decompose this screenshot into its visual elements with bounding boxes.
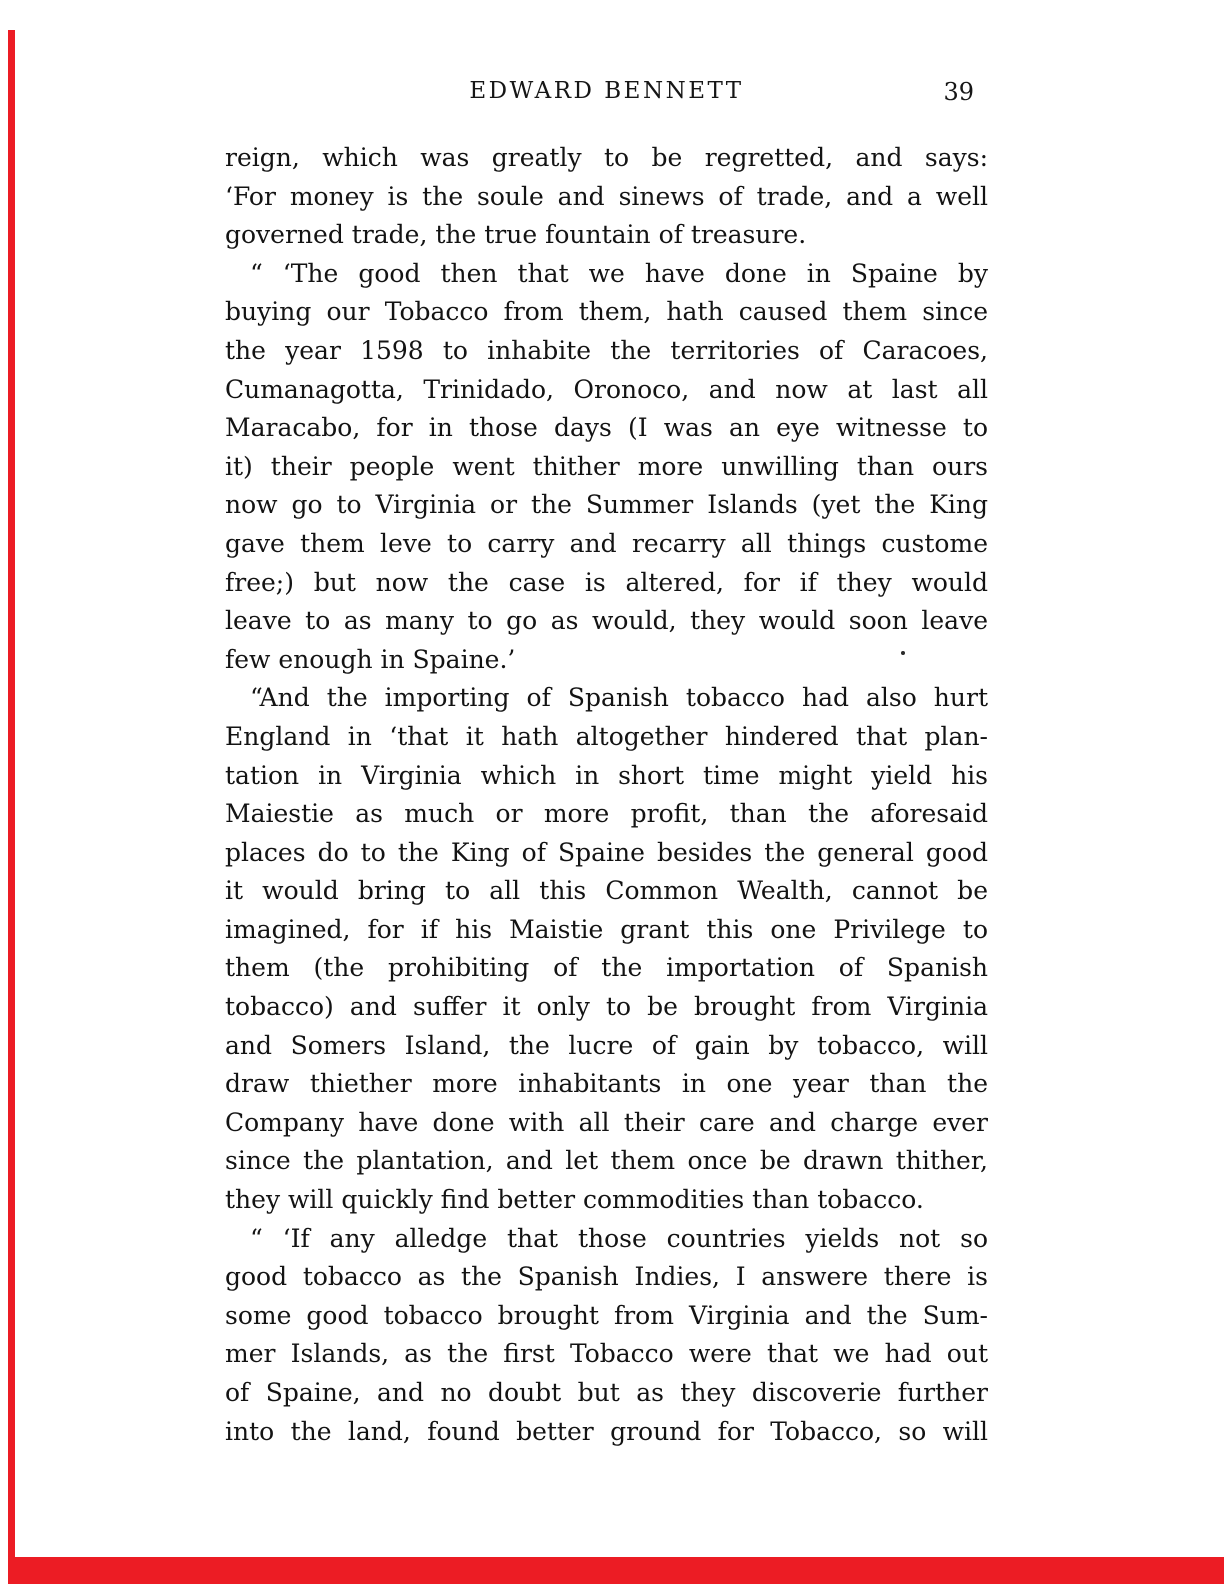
- text-line: Cumanagotta, Trinidado, Oronoco, and now at last all: [225, 374, 988, 404]
- text-line: draw thiether more inhabitants in one year than the: [225, 1069, 988, 1099]
- text-line: few enough in Spaine.’: [225, 644, 516, 674]
- text-line: good tobacco as the Spanish Indies, I answere there is: [225, 1262, 988, 1292]
- text-line: tation in Virginia which in short time might yield his: [225, 760, 988, 790]
- text-line: governed trade, the true fountain of treasure.: [225, 220, 807, 250]
- text-line: some good tobacco brought from Virginia and the Sum-: [225, 1300, 988, 1330]
- text-line: mer Islands, as the first Tobacco were that we had out: [225, 1339, 988, 1369]
- text-line: reign, which was greatly to be regretted, and says:: [225, 143, 988, 172]
- text-line: ‘For money is the soule and sinews of trade, and a well: [225, 181, 988, 211]
- text-line: imagined, for if his Maistie grant this one Privilege to: [225, 914, 988, 944]
- text-line: now go to Virginia or the Summer Islands (yet the King: [225, 490, 988, 520]
- text-line: tobacco) and suffer it only to be brought from Virginia: [225, 992, 988, 1022]
- text-line: it) their people went thither more unwilling than ours: [225, 451, 988, 481]
- text-line: of Spaine, and no doubt but as they discoverie further: [225, 1378, 988, 1407]
- running-title: EDWARD BENNETT: [469, 78, 744, 104]
- text-line: places do to the King of Spaine besides the general good: [225, 837, 988, 867]
- text-line: the year 1598 to inhabite the territories of Caracoes,: [225, 335, 988, 365]
- red-scan-edge-left: [8, 30, 15, 1584]
- text-line: leave to as many to go as would, they would soon leave: [225, 606, 988, 636]
- text-line: Company have done with all their care and charge ever: [225, 1107, 988, 1137]
- text-line: “And the importing of Spanish tobacco had also hurt: [250, 683, 988, 713]
- page-number: 39: [943, 78, 974, 106]
- text-line: them (the prohibiting of the importation of Spanish: [225, 953, 988, 983]
- ink-speck-artifact: [901, 651, 905, 655]
- text-line: into the land, found better ground for Tobacco, so will: [225, 1416, 988, 1446]
- text-line: Maracabo, for in those days (I was an eye witnesse to: [225, 413, 988, 443]
- text-line: “ ‘If any alledge that those countries yields not so: [250, 1223, 988, 1253]
- page-body-text: [225, 139, 988, 1451]
- text-line: gave them leve to carry and recarry all things custome: [225, 528, 988, 558]
- text-line: since the plantation, and let them once be drawn thither,: [225, 1146, 988, 1176]
- text-line: it would bring to all this Common Wealth, cannot be: [225, 876, 988, 906]
- text-line: England in ‘that it hath altogether hindered that plan-: [225, 721, 988, 751]
- text-line: free;) but now the case is altered, for if they would: [225, 567, 988, 597]
- red-scan-edge-bottom: [8, 1557, 1224, 1584]
- page-header: [225, 78, 988, 110]
- text-line: and Somers Island, the lucre of gain by tobacco, will: [225, 1030, 988, 1060]
- text-line: they will quickly find better commodities than tobacco.: [225, 1185, 924, 1215]
- text-line: buying our Tobacco from them, hath caused them since: [225, 297, 988, 327]
- text-line: “ ‘The good then that we have done in Spaine by: [250, 258, 988, 288]
- text-line: Maiestie as much or more profit, than the aforesaid: [225, 799, 988, 829]
